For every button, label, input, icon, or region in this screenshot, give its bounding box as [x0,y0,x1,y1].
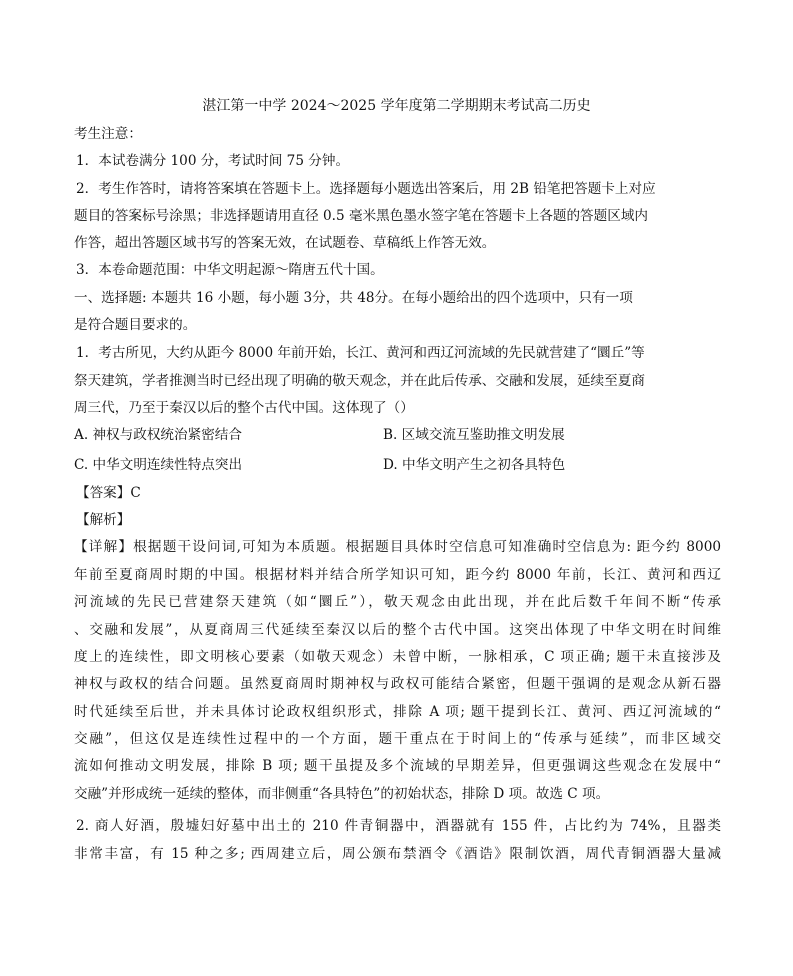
q1-stem: 1．考古所见，大约从距今 8000 年前开始，长江、黄河和西辽河流域的先民就营建了“圜丘”等 [76,345,645,361]
q1-analysis-line: 、交融和发展”，从夏商周三代延续至秦汉以后的整个古代中国。这突出体现了中华文明在时间维 [74,622,721,638]
q1-option-b: B. 区域交流互鉴助推文明发展 [383,427,565,443]
q1-option-c: C. 中华文明连续性特点突出 [74,457,243,473]
q1-stem-cont: 祭天建筑，学者推测当时已经出现了明确的敬天观念，并在此后传承、交融和发展，延续至夏商 [74,373,645,389]
section-heading: 一、选择题: 本题共 16 小题，每小题 3分，共 48分。在每小题给出的四个选项中，只有一项 [74,290,633,306]
q1-analysis-line: 交融”并形成统一延续的整体，而非侧重“各具特色”的初始状态，排除 D 项。故选 C 项。 [74,786,610,802]
q1-analysis-line: 度上的连续性，即文明核心要素（如敬天观念）未曾中断，一脉相承，C 项正确; 题干未直接涉及 [74,649,721,665]
notice-item-1: 1．本试卷满分 100 分，考试时间 75 分钟。 [76,153,350,169]
exam-title: 湛江第一中学 2024～2025 学年度第二学期期末考试高二历史 [202,98,591,114]
q1-analysis-line: 流如何推动文明发展，排除 B 项; 题干虽提及多个流域的早期差异，但更强调这些观念在发展中“ [74,758,721,774]
q1-option-d: D. 中华文明产生之初各具特色 [383,457,566,473]
q1-stem-cont: 周三代，乃至于秦汉以后的整个古代中国。这体现了（） [74,400,414,416]
notice-item-2: 2．考生作答时，请将答案填在答题卡上。选择题每小题选出答案后，用 2B 铅笔把答题卡上对应 [76,181,656,197]
section-heading-cont: 是符合题目要求的。 [74,317,197,333]
notice-item-2-cont: 题目的答案标号涂黑；非选择题请用直径 0.5 毫米黑色墨水签字笔在答题卡上各题的答题区域内 [74,208,649,224]
notice-item-2-cont: 作答，超出答题区域书写的答案无效，在试题卷、草稿纸上作答无效。 [74,235,496,251]
q1-analysis-line: 神权与政权的结合问题。虽然夏商周时期神权与政权可能结合紧密，但题干强调的是观念从新石器 [74,676,721,692]
q2-stem-cont: 非常丰富，有 15 种之多; 西周建立后，周公颁布禁酒令《酒诰》限制饮酒，周代青铜酒器大量减 [74,846,721,862]
q1-analysis-line: 【详解】根据题干设问词,可知为本质题。根据题目具体时空信息可知准确时空信息为: 距今约 8000 [74,539,721,555]
notice-heading: 考生注意： [74,126,142,142]
q1-analysis-line: 河流域的先民已营建祭天建筑（如“圜丘”），敬天观念由此出现，并在此后数千年间不断“传承 [74,594,721,610]
q1-answer: 【答案】C [76,485,141,501]
q1-analysis-heading: 【解析】 [76,512,131,528]
q2-stem: 2. 商人好酒，殷墟妇好墓中出土的 210 件青铜器中，酒器就有 155 件，占比约为 74%，且器类 [76,818,721,834]
q1-analysis-line: 时代延续至后世，并未具体讨论政权组织形式，排除 A 项; 题干提到长江、黄河、西辽河流域的“ [74,704,721,720]
q1-analysis-line: 年前至夏商周时期的中国。根据材料并结合所学知识可知，距今约 8000 年前，长江、黄河和西辽 [74,567,721,583]
notice-item-3: 3．本卷命题范围：中华文明起源～隋唐五代十国。 [76,262,384,278]
q1-analysis-line: 交融”，但这仅是连续性过程中的一个方面，题干重点在于时间上的“传承与延续”，而非区域交 [74,731,721,747]
q1-option-a: A. 神权与政权统治紧密结合 [74,427,242,443]
